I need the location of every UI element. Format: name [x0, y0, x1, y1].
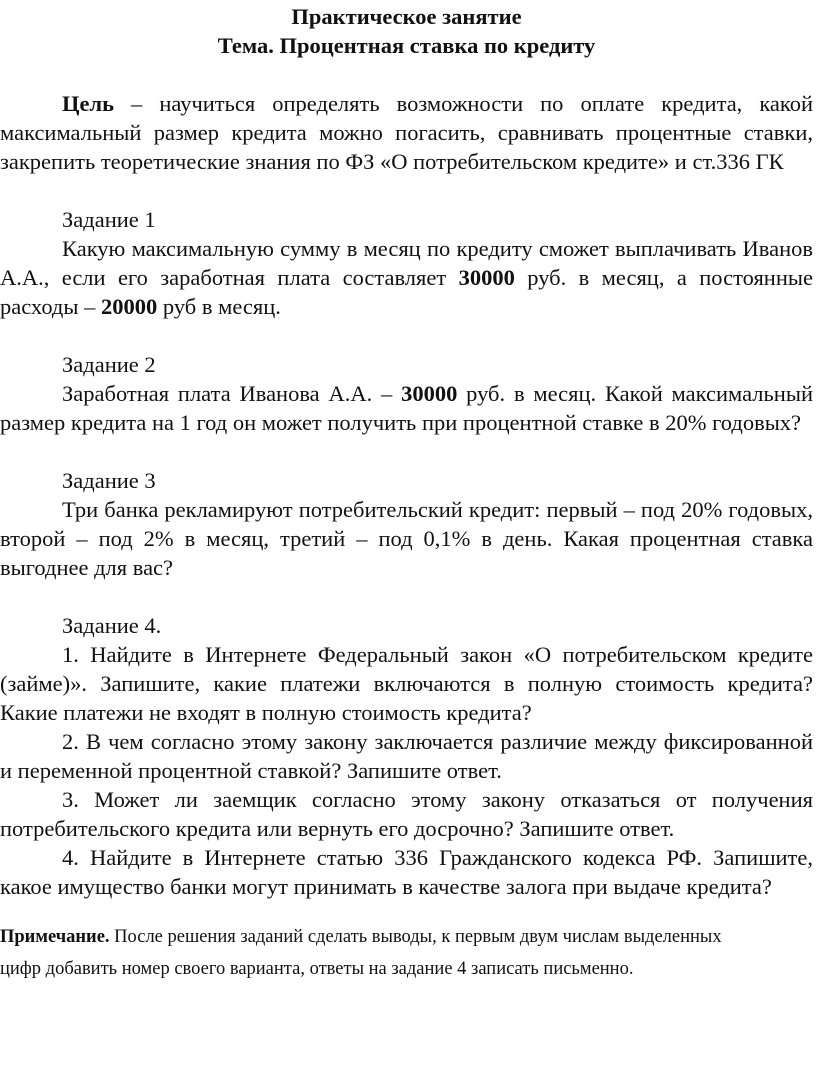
task1-text-after: руб в месяц. [157, 294, 281, 319]
note-label: Примечание. [0, 927, 110, 947]
task2-heading: Задание 2 [62, 352, 156, 377]
task4-heading: Задание 4. [62, 613, 162, 638]
note-text: После решения заданий сделать выводы, к первым двум числам выделенных цифр добавить номер своего варианта, ответы на задание 4 записать письменно. [0, 927, 722, 979]
task4-item-2: 2. В чем согласно этому закону заключается различие между фиксированной и переменной процентной ставкой? Запишите ответ. [0, 729, 813, 783]
spacer [0, 437, 813, 466]
page-subtitle: Тема. Процентная ставка по кредиту [217, 33, 596, 58]
spacer [0, 176, 813, 205]
task1-text-before: Какую максимальную сумму в месяц по кредиту сможет выплачивать Иванов А.А., если его заработная плата составляет [0, 236, 813, 290]
spacer [0, 901, 813, 921]
task1-text [0, 234, 813, 321]
task1-salary: 30000 [458, 265, 515, 290]
note-paragraph [0, 921, 813, 985]
task1-heading: Задание 1 [62, 207, 156, 232]
spacer [0, 321, 813, 350]
task1-text-middle: руб. в месяц, а постоянные расходы – [0, 265, 813, 319]
task4-item-3: 3. Может ли заемщик согласно этому закону отказаться от получения потребительского кредита или вернуть его досрочно? Запишите ответ. [0, 787, 813, 841]
task2-text [0, 379, 813, 437]
task2-text-after: руб. в месяц. Какой максимальный размер кредита на 1 год он может получить при процентной ставке в 20% годовых? [0, 381, 813, 435]
task3-heading: Задание 3 [62, 468, 156, 493]
task2-salary: 30000 [401, 381, 458, 406]
goal-paragraph [0, 89, 813, 176]
task4-item-1: 1. Найдите в Интернете Федеральный закон «О потребительском кредите (займе)». Запишите, какие платежи включаются в полную стоимость кредита? Какие платежи не входят в полную стоимость кредита? [0, 642, 813, 725]
task4-item-4: 4. Найдите в Интернете статью 336 Гражданского кодекса РФ. Запишите, какое имущество банки могут принимать в качестве залога при выдаче кредита? [0, 845, 813, 899]
task3-text: Три банка рекламируют потребительский кредит: первый – под 20% годовых, второй – под 2% в месяц, третий – под 0,1% в день. Какая процентная ставка выгоднее для вас? [0, 497, 813, 580]
goal-text: – научиться определять возможности по оплате кредита, какой максимальный размер кредита можно погасить, сравнивать процентные ставки, закрепить теоретические знания по ФЗ «О потребительском кредите» и ст.336 ГК [0, 91, 813, 174]
goal-label: Цель [62, 91, 115, 116]
spacer [0, 60, 813, 89]
page-title: Практическое занятие [291, 4, 522, 29]
task1-expenses: 20000 [101, 294, 158, 319]
task2-text-before: Заработная плата Иванова А.А. – [62, 381, 402, 406]
spacer [0, 582, 813, 611]
